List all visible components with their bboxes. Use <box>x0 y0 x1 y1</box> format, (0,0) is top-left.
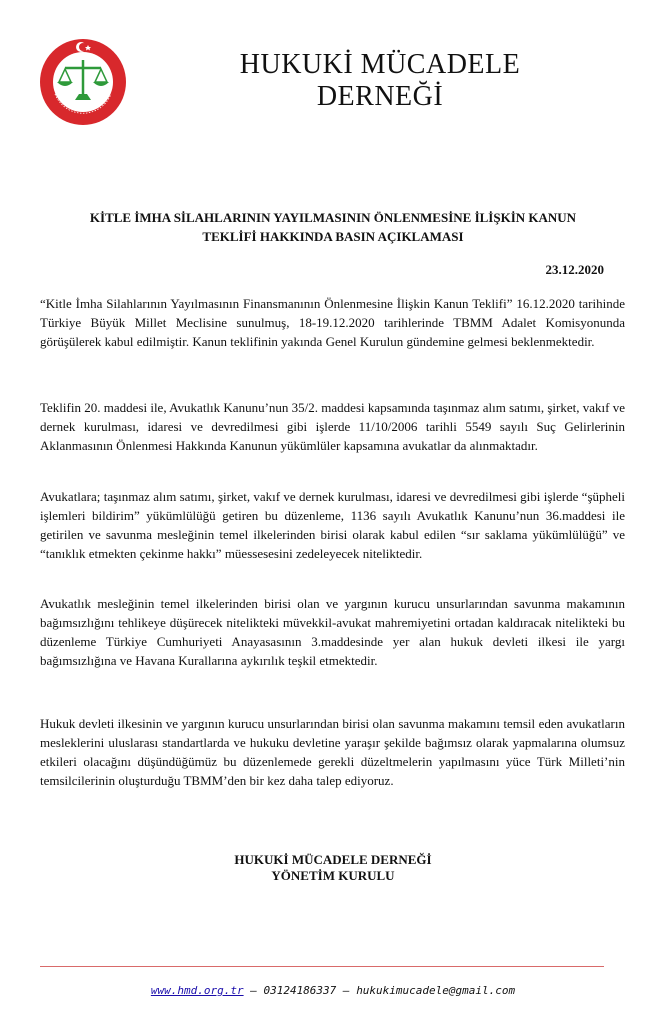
footer-divider <box>40 966 604 967</box>
paragraph-1: “Kitle İmha Silahlarının Yayılmasının Finansmanının Önlenmesine İlişkin Kanun Teklifi” 16.12.2020 tarihinde Türkiye Büyük Millet Meclisine sunulmuş, 18-19.12.2020 tarihlerinde TBMM Adalet Komisyonunda görüşülerek kabul edilmiştir. Kanun teklifinin yakında Genel Kurulun gündemine gelmesi beklenmektedir. <box>40 296 625 349</box>
website-link[interactable]: www.hmd.org.tr <box>150 984 244 997</box>
footer-separator: – <box>243 984 264 997</box>
document-title-line2: TEKLİFİ HAKKINDA BASIN AÇIKLAMASI <box>202 229 464 244</box>
signature-organization: HUKUKİ MÜCADELE DERNEĞİ <box>234 852 432 867</box>
email-address[interactable]: hukukimucadele@gmail.com <box>356 984 516 997</box>
association-logo <box>39 38 127 126</box>
scales-of-justice-icon <box>39 38 127 126</box>
footer-contact <box>0 984 666 997</box>
paragraph-2: Teklifin 20. maddesi ile, Avukatlık Kanunu’nun 35/2. maddesi kapsamında taşınmaz alım satımı, şirket, vakıf ve dernek kurulması, idaresi ve devredilmesi gibi işlerde 11/10/2006 tarihli 5549 sayılı Suç Gelirlerinin Aklanmasının Önlenmesi Hakkında Kanunun yükümlüler kapsamına avukatlar da alınmaktadır. <box>40 400 625 453</box>
document-title-line1: KİTLE İMHA SİLAHLARININ YAYILMASININ ÖNLENMESİNE İLİŞKİN KANUN <box>89 210 577 225</box>
document-date: 23.12.2020 <box>545 262 604 277</box>
footer-separator: – <box>336 984 357 997</box>
paragraph-5: Hukuk devleti ilkesinin ve yargının kurucu unsurlarından birisi olan savunma makamını temsil eden avukatların mesleklerini uluslarası standartlarda ve hukuku devletine yaraşır şekilde bağımsız olarak yapmalarına olumsuz etkileri olacağını düşündüğümüz bu düzenlemede gerekli düzeltmelerin yapılmasını yüce Türk Milleti’nin temsilcilerinin oluşturduğu TBMM’den bir kez daha talep ediyoruz. <box>40 716 625 788</box>
phone-number: 03124186337 <box>263 984 337 997</box>
organization-name-line2: DERNEĞİ <box>316 81 444 112</box>
paragraph-4: Avukatlık mesleğinin temel ilkelerinden birisi olan ve yargının kurucu unsurlarından savunma makamının bağımsızlığını tehlikeye düşürecek nitelikteki müvekkil-avukat mahremiyetini ortadan kaldıracak nitelikteki bu düzenleme Türkiye Cumhuriyeti Anayasasının 3.maddesinde yer alan hukuk devleti ilkesi ile yargı bağımsızlığına ve Havana Kurallarına aykırılık teşkil etmektedir. <box>40 596 625 668</box>
paragraph-3: Avukatlara; taşınmaz alım satımı, şirket, vakıf ve dernek kurulması, idaresi ve devredilmesi gibi işlerde “şüpheli işlemleri bildirim” yükümlülüğü getiren bu düzenleme, 1136 sayılı Avukatlık Kanunu’nun 36.maddesi ile getirilen ve savunma mesleğinin temel ilkelerinden birisi olarak kabul edilen “sır saklama yükümlülüğü” ve “tanıklık etmekten çekinme hakkı” müessesesini zedeleyecek niteliktedir. <box>40 489 625 561</box>
signature-board: YÖNETİM KURULU <box>271 868 395 883</box>
organization-name-line1: HUKUKİ MÜCADELE <box>239 49 521 80</box>
